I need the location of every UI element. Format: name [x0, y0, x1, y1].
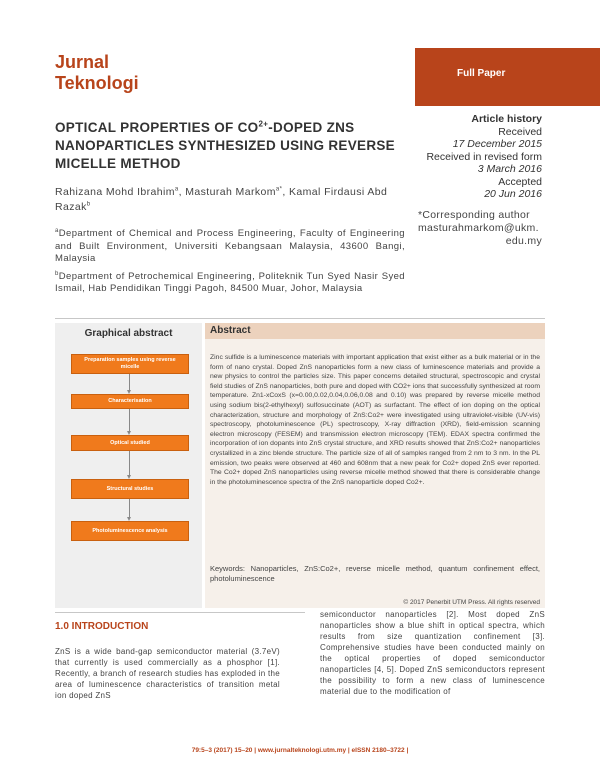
section-heading-introduction: 1.0 INTRODUCTION [55, 621, 149, 632]
abstract-panel [205, 323, 545, 608]
divider [55, 318, 545, 319]
introduction-left-column: ZnS is a wide band-gap semiconductor material (3.7eV) that currently is used commercially as a phosphor [1]. Recently, a branch of research studies has exploded in the area of luminescence characteristics of transition metal ion doped ZnS [55, 647, 280, 700]
flow-arrow-icon [127, 451, 132, 479]
journal-name-line2: Teknologi [55, 73, 139, 93]
article-history-heading: Article history [471, 113, 542, 125]
flow-arrow-icon [127, 499, 132, 521]
copyright-notice: © 2017 Penerbit UTM Press. All rights reserved [403, 599, 540, 606]
affiliation-b: $^b$Department of Petrochemical Engineering, Politeknik Tun Syed Nasir Syed Ismail, Hab Pendidikan Tinggi Pagoh, 84500 Muar, Johor, Malaysia [55, 270, 405, 295]
flow-arrow-icon [127, 374, 132, 394]
affiliation-a: $^a$Department of Chemical and Process Engineering, Faculty of Engineering and Built Environment, Universiti Kebangsaan Malaysia, 43600 Bangi, Malaysia [55, 228, 405, 265]
page-footer: 79:5–3 (2017) 15–20 | www.jurnalteknologi.utm.my | eISSN 2180–3722 | [191, 747, 409, 754]
introduction-right-column: semiconductor nanoparticles [2]. Most doped ZnS nanoparticles show a blue shift in optical spectra, which results from size quantization confinement [3]. Comprehensive studies have been conducted mainly on the optical properties of doped semiconductor nanoparticles [4, 5]. Doped ZnS semiconductors represent the possibility to form a new class of luminescence material due to the modification of [320, 610, 545, 696]
received-date: 17 December 2015 [452, 138, 542, 150]
keywords: Keywords: Nanoparticles, ZnS:Co2+, reverse micelle method, quantum confinement effect, photoluminescence [210, 564, 540, 583]
article-title-text: OPTICAL PROPERTIES OF $CO^{2+}$-DOPED ZNS NANOPARTICLES SYNTHESIZED USING REVERSE MICELLE METHOD [55, 119, 395, 171]
article-title [55, 115, 400, 173]
flow-step-characterisation: Characterisation [71, 394, 189, 409]
abstract-text: Zinc sulfide is a luminescence materials with important application that exist either as a bulk material or in the form of nano crystal. Doped ZnS nanoparticles form a new class of luminescence materials and provide a new physics to control the particles size. This paper concerns detailed structural, spectroscopic and crystal field studies of ZnS nanoparticles, both pure and doped with CO2+ ions that successfully synthesized at room temperature. Zn1-xCoxS (x=0.00,0.02,0.04,0.06,0.08 and 0.10) was prepared by reverse micelle method using sodium bis(2-ethylhexyl) sulfosuccinate (AOT) as surfactant. The effect of ion doping on the optical characterization, structure and morphology of ZnS:Co2+ were investigated using ultraviolet-visible (UV-vis) spectroscopy, photoluminescence (PL) spectroscopy, X-ray diffraction (XRD), field-emission scanning electron microscopy (FESEM) and transmission electron microscopy (TEM). EDAX spectra confirmed the incorporation of ion dopants into ZnS crystal structure, and XRD results showed that ZnS:Co2+ nanoparticles crystallized in a zinc blende structure. The particle size of all of samples ranged from 2 nm to 3 nm. In the PL emission, two peaks were observed at 460 and 608nm that a new peak for Co2+ doped ZnS ever reported. The Co2+ doped ZnS nanoparticles using reverse micelle method showed that there is considerable change in the photoluminescence spectra of the ZnS nanoparticle doped Co2+. [210, 354, 540, 486]
corresponding-author [418, 209, 542, 248]
abstract-title-bar [205, 323, 545, 339]
abstract-heading: Abstract [210, 325, 251, 336]
article-history [400, 113, 542, 201]
flow-step-optical: Optical studied [71, 435, 189, 451]
accepted-label: Accepted [498, 175, 542, 188]
accepted-date: 20 Jun 2016 [484, 188, 542, 200]
journal-name-line1: Jurnal [55, 52, 110, 72]
corresponding-email-line1[interactable]: masturahmarkom@ukm. [418, 222, 539, 234]
flow-arrow-icon [127, 409, 132, 435]
graphical-abstract-heading: Graphical abstract [84, 328, 173, 339]
revised-label: Received in revised form [426, 150, 542, 163]
author-list [55, 183, 405, 214]
flow-step-preparation: Preparation samples using reverse micelle [71, 354, 189, 374]
received-label: Received [498, 125, 542, 138]
revised-date: 3 March 2016 [477, 163, 542, 175]
paper-type-banner [415, 48, 600, 106]
flow-step-structural: Structural studies [71, 479, 189, 499]
corresponding-email-line2[interactable]: edu.my [505, 235, 542, 247]
flow-step-photoluminescence: Photoluminescence analysis [71, 521, 189, 541]
affiliations [55, 225, 405, 298]
paper-type-label: Full Paper [457, 68, 506, 79]
corresponding-label: *Corresponding author [418, 209, 530, 221]
journal-name [55, 52, 139, 94]
author-names: Rahizana Mohd Ibrahim$^a$, Masturah Markom$^{a*}$, Kamal Firdausi Abd Razak$^b$ [55, 185, 388, 213]
graphical-abstract-panel [55, 323, 202, 608]
divider [55, 612, 305, 613]
